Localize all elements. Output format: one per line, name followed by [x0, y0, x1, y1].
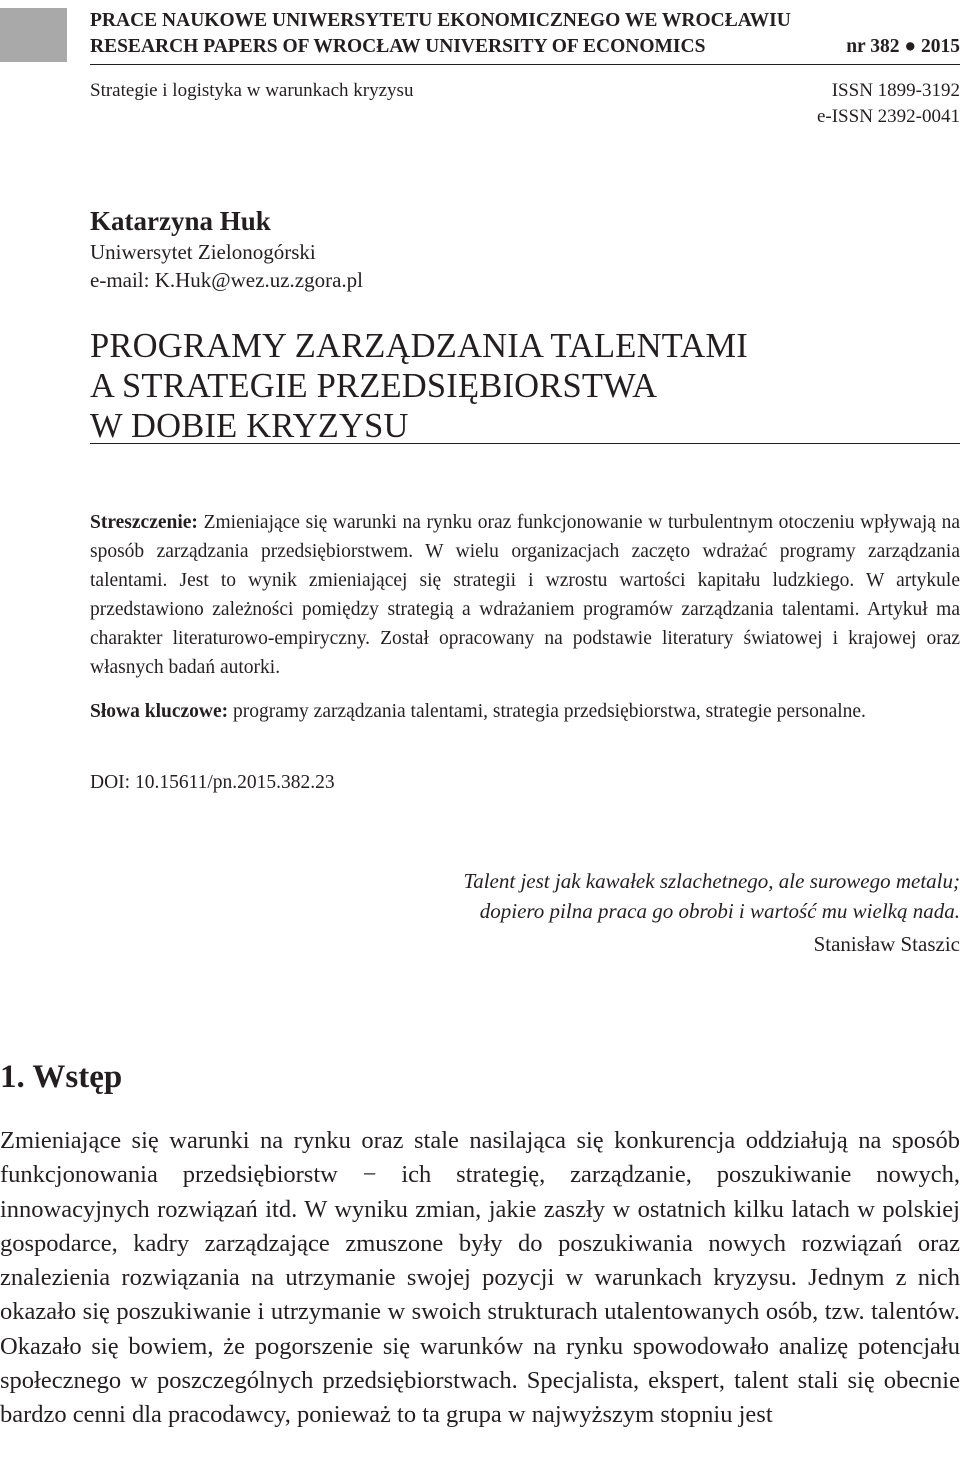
series-line [90, 78, 960, 130]
author-affiliation: Uniwersytet Zielonogórski [90, 240, 316, 264]
motto [180, 866, 960, 926]
series-title: Strategie i logistyka w warunkach kryzysu [90, 80, 414, 101]
title-rule [90, 443, 960, 444]
section-body-text: Zmieniające się warunki na rynku oraz stale nasilająca się konkurencja oddziałują na sposób funkcjonowania przedsiębiorstw − ich strategię, zarządzanie, poszukiwanie nowych, innowacyjnych rozwiązań itd. W wyniku zmian, jakie zaszły w ostatnich kilku latach w polskiej gospodarce, kadry zarządzające zmuszone były do poszukiwania nowych rozwiązań oraz znalezienia rozwiązania na utrzymanie swojej pozycji w warunkach kryzysu. Jednym z nich okazało się poszukiwanie i utrzymanie w swoich strukturach utalentowanych osób, tzw. talentów. Okazało się bowiem, że pogorszenie się warunków na rynku spowodowało analizę potencjału społecznego w poszczególnych przedsiębiorstwach. Specjalista, ekspert, talent stali się obecnie bardzo cenni dla pracodawcy, ponieważ to ta grupa w najwyższym stopniu jest [0, 1127, 960, 1429]
section-heading: 1. Wstęp [0, 1059, 123, 1095]
abstract [90, 508, 960, 682]
author-email: e-mail: K.Huk@wez.uz.zgora.pl [90, 268, 363, 292]
title-line-3: W DOBIE KRYZYSU [90, 407, 409, 445]
journal-name-en: RESEARCH PAPERS OF WROCŁAW UNIVERSITY OF ECONOMICS [90, 36, 706, 57]
issue-number: nr 382 ● 2015 [846, 36, 960, 57]
author-name: Katarzyna Huk [90, 206, 271, 236]
title-line-2: A STRATEGIE PRZEDSIĘBIORSTWA [90, 367, 658, 405]
abstract-label: Streszczenie: [90, 512, 198, 533]
header-gray-block [0, 8, 67, 62]
abstract-text: Zmieniające się warunki na rynku oraz funkcjonowanie w turbulentnym otoczeniu wpływają na sposób zarządzania przedsiębiorstwem. W wielu organizacjach zaczęto wdrażać programy zarządzania talentami. Jest to wynik zmieniającej się strategii i wzrostu wartości kapitału ludzkiego. W artykule przedstawiono zależności pomiędzy strategią a wdrażaniem programów zarządzania talentami. Artykuł ma charakter literaturowo-empiryczny. Został opracowany na podstawie literatury światowej i krajowej oraz własnych badań autorki. [90, 512, 960, 678]
header-rule [90, 64, 960, 65]
doi: DOI: 10.15611/pn.2015.382.23 [90, 772, 335, 793]
article-title [90, 326, 960, 446]
keywords-label: Słowa kluczowe: [90, 701, 229, 722]
motto-line-1: Talent jest jak kawałek szlachetnego, ale surowego metalu; [463, 869, 960, 893]
issn-block [817, 78, 960, 130]
eissn: e-ISSN 2392-0041 [816, 106, 960, 127]
keywords [90, 697, 960, 726]
motto-line-2: dopiero pilna praca go obrobi i wartość mu wielką nada. [479, 899, 960, 923]
author-affiliation-block [90, 238, 363, 294]
journal-header [90, 8, 960, 60]
journal-name-pl: PRACE NAUKOWE UNIWERSYTETU EKONOMICZNEGO WE WROCŁAWIU [90, 10, 791, 31]
motto-author: Stanisław Staszic [813, 932, 960, 956]
title-line-1: PROGRAMY ZARZĄDZANIA TALENTAMI [90, 327, 748, 365]
keywords-text: programy zarządzania talentami, strategia przedsiębiorstwa, strategie personalne. [233, 701, 866, 722]
issn: ISSN 1899-3192 [831, 80, 960, 101]
